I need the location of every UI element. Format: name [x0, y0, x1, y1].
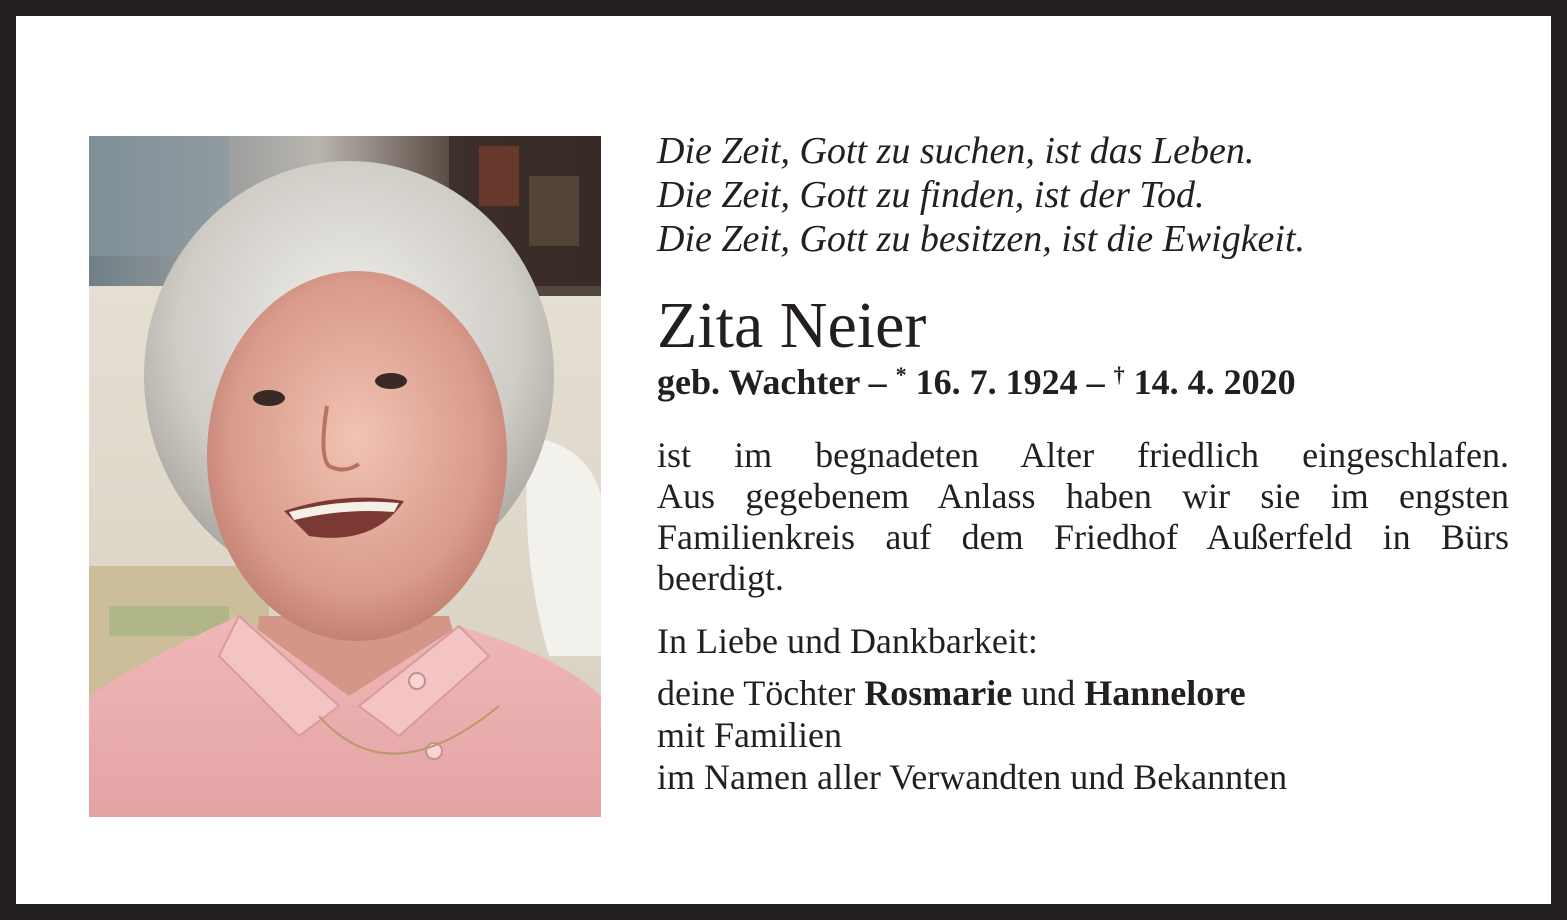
life-dates [657, 361, 1512, 403]
daughter-name: Hannelore [1084, 673, 1246, 713]
daughter-name: Rosmarie [864, 673, 1013, 713]
mourners-line [657, 672, 1512, 714]
mourners-line: im Namen aller Verwandten und Bekannten [657, 757, 1288, 797]
birth-symbol: * [895, 362, 907, 387]
mourners-prefix: deine Töchter [657, 673, 856, 713]
birth-name: geb. Wachter [657, 362, 860, 402]
portrait-photo [89, 136, 601, 817]
dash: – [868, 362, 887, 402]
death-date: 14. 4. 2020 [1133, 362, 1296, 402]
birth-date: 16. 7. 1924 [915, 362, 1078, 402]
motto-line: Die Zeit, Gott zu suchen, ist das Leben. [657, 130, 1255, 172]
announcement-text [657, 435, 1509, 599]
motto-verse [657, 129, 1512, 261]
announcement-line: beerdigt. [657, 558, 784, 598]
deceased-name: Zita Neier [657, 289, 927, 362]
announcement-line: Familienkreis auf dem Friedhof Außerfeld in Bürs [657, 517, 1509, 557]
announcement-line: Aus gegebenem Anlass haben wir sie im engsten [657, 476, 1509, 516]
motto-line: Die Zeit, Gott zu finden, ist der Tod. [657, 174, 1205, 216]
obituary-text [657, 129, 1512, 798]
dash: – [1086, 362, 1105, 402]
mourners-connector: und [1021, 673, 1076, 713]
closing-phrase: In Liebe und Dankbarkeit: [657, 621, 1038, 661]
motto-line: Die Zeit, Gott zu besitzen, ist die Ewigkeit. [657, 218, 1306, 260]
mourners-list [657, 672, 1512, 798]
announcement-line: ist im begnadeten Alter friedlich eingeschlafen. [657, 435, 1509, 475]
death-symbol: † [1113, 362, 1125, 387]
mourners-line: mit Familien [657, 715, 842, 755]
